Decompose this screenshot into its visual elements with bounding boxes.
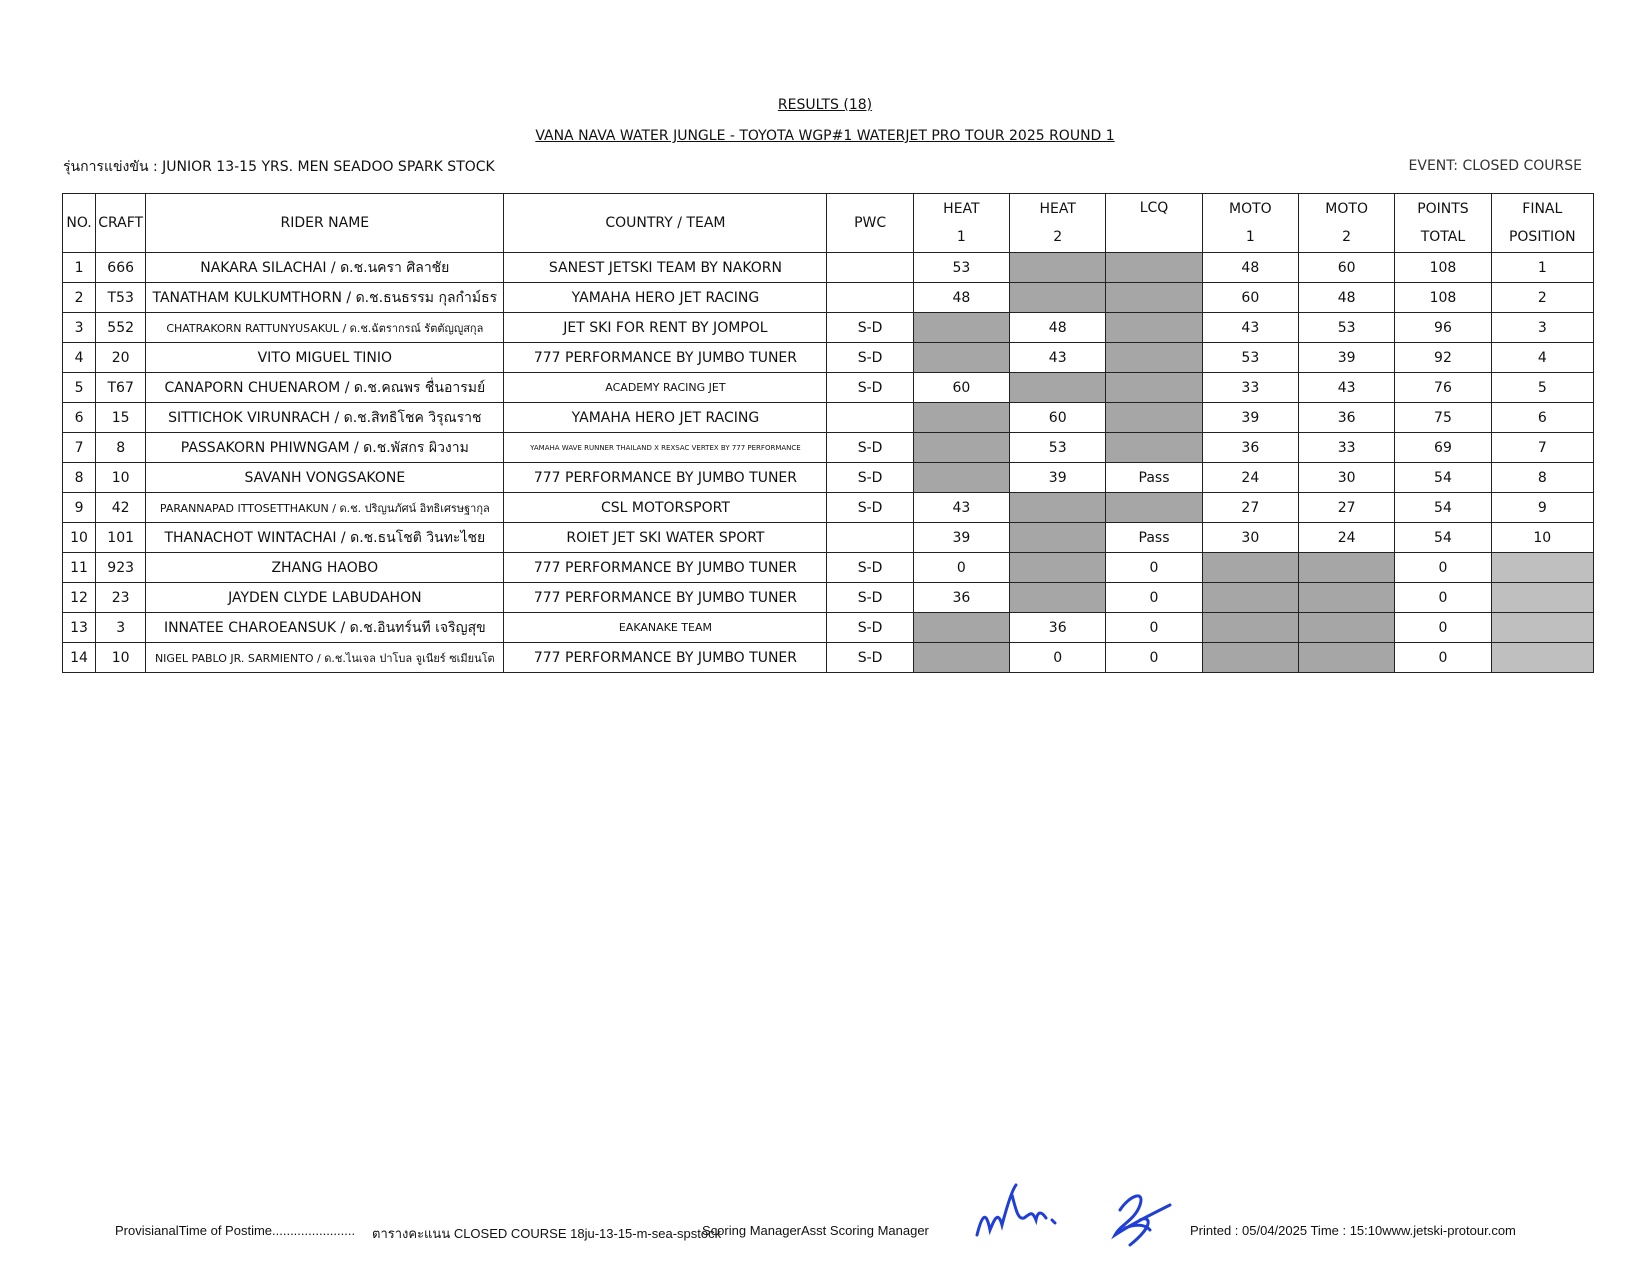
- results-title: RESULTS (18): [777, 97, 873, 113]
- cell-team: 777 PERFORMANCE BY JUMBO TUNER: [504, 463, 827, 493]
- cell-no: 14: [63, 643, 96, 673]
- cell-lcq: Pass: [1106, 523, 1202, 553]
- cell-pwc: [827, 283, 913, 313]
- cell-heat1: [913, 403, 1009, 433]
- cell-final: 5: [1491, 373, 1593, 403]
- cell-no: 1: [63, 253, 96, 283]
- cell-points: 54: [1395, 463, 1491, 493]
- cell-no: 7: [63, 433, 96, 463]
- cell-moto2: [1298, 553, 1394, 583]
- cell-moto1: 36: [1202, 433, 1298, 463]
- table-row: [63, 553, 1594, 583]
- cell-moto2: 24: [1298, 523, 1394, 553]
- col-country: COUNTRY / TEAM: [504, 194, 827, 253]
- cell-moto1: [1202, 613, 1298, 643]
- cell-lcq: [1106, 343, 1202, 373]
- cell-team: ROIET JET SKI WATER SPORT: [504, 523, 827, 553]
- table-row: [63, 343, 1594, 373]
- cell-final: [1491, 613, 1593, 643]
- cell-pwc: [827, 403, 913, 433]
- cell-lcq: [1106, 433, 1202, 463]
- cell-craft: 8: [96, 433, 146, 463]
- cell-heat2: [1010, 283, 1106, 313]
- cell-points: 0: [1395, 553, 1491, 583]
- cell-heat2: [1010, 493, 1106, 523]
- cell-no: 6: [63, 403, 96, 433]
- cell-lcq: [1106, 403, 1202, 433]
- table-row: [63, 523, 1594, 553]
- col-heat1: HEAT 1: [913, 194, 1009, 253]
- cell-no: 10: [63, 523, 96, 553]
- cell-lcq: [1106, 253, 1202, 283]
- cell-moto2: [1298, 613, 1394, 643]
- col-final: FINAL POSITION: [1491, 194, 1593, 253]
- cell-craft: 42: [96, 493, 146, 523]
- cell-moto1: 43: [1202, 313, 1298, 343]
- cell-rider: NIGEL PABLO JR. SARMIENTO / ด.ช.ไนเจล ปาโบล จูเนียร์ ซเมียนโต: [146, 643, 504, 673]
- cell-heat1: [913, 343, 1009, 373]
- footer: [0, 1223, 1650, 1263]
- cell-no: 3: [63, 313, 96, 343]
- cell-moto1: 27: [1202, 493, 1298, 523]
- cell-points: 92: [1395, 343, 1491, 373]
- col-rider: RIDER NAME: [146, 194, 504, 253]
- cell-heat1: [913, 463, 1009, 493]
- cell-rider: SITTICHOK VIRUNRACH / ด.ช.สิทธิโชค วิรุณราช: [146, 403, 504, 433]
- scoring-manager: Scoring ManagerAsst Scoring Manager: [702, 1223, 929, 1238]
- cell-no: 2: [63, 283, 96, 313]
- table-header: [63, 194, 1594, 253]
- cell-pwc: S-D: [827, 433, 913, 463]
- cell-no: 5: [63, 373, 96, 403]
- cell-lcq: [1106, 493, 1202, 523]
- cell-rider: PASSAKORN PHIWNGAM / ด.ช.พัสกร ผิวงาม: [146, 433, 504, 463]
- cell-rider: PARANNAPAD ITTOSETTHAKUN / ด.ช. ปริญนภัศน์ อิทธิเศรษฐากุล: [146, 493, 504, 523]
- cell-heat2: [1010, 523, 1106, 553]
- table-row: [63, 253, 1594, 283]
- cell-points: 69: [1395, 433, 1491, 463]
- printed-info: Printed : 05/04/2025 Time : 15:10www.jetski-protour.com: [1190, 1223, 1516, 1238]
- cell-moto2: 43: [1298, 373, 1394, 403]
- cell-rider: SAVANH VONGSAKONE: [146, 463, 504, 493]
- cell-final: [1491, 643, 1593, 673]
- cell-rider: THANACHOT WINTACHAI / ด.ช.ธนโชติ วินทะไชย: [146, 523, 504, 553]
- col-points: POINTS TOTAL: [1395, 194, 1491, 253]
- cell-pwc: S-D: [827, 553, 913, 583]
- table-row: [63, 433, 1594, 463]
- cell-craft: 101: [96, 523, 146, 553]
- cell-craft: T67: [96, 373, 146, 403]
- cell-heat1: 0: [913, 553, 1009, 583]
- cell-heat2: 39: [1010, 463, 1106, 493]
- cell-moto2: [1298, 583, 1394, 613]
- col-lcq: LCQ: [1106, 194, 1202, 253]
- cell-team: YAMAHA WAVE RUNNER THAILAND X REXSAC VERTEX BY 777 PERFORMANCE: [504, 433, 827, 463]
- division-label: รุ่นการแข่งขัน : JUNIOR 13-15 YRS. MEN SEADOO SPARK STOCK: [63, 159, 495, 175]
- cell-moto2: 48: [1298, 283, 1394, 313]
- cell-heat2: [1010, 553, 1106, 583]
- cell-lcq: 0: [1106, 613, 1202, 643]
- cell-heat2: [1010, 583, 1106, 613]
- col-moto2: MOTO 2: [1298, 194, 1394, 253]
- cell-lcq: Pass: [1106, 463, 1202, 493]
- cell-pwc: S-D: [827, 373, 913, 403]
- cell-pwc: S-D: [827, 613, 913, 643]
- cell-heat2: [1010, 373, 1106, 403]
- provisional-note: ProvisianalTime of Postime.......................: [115, 1223, 356, 1238]
- cell-moto2: 53: [1298, 313, 1394, 343]
- cell-points: 75: [1395, 403, 1491, 433]
- table-row: [63, 463, 1594, 493]
- cell-final: 6: [1491, 403, 1593, 433]
- cell-heat1: 43: [913, 493, 1009, 523]
- event-type: EVENT: CLOSED COURSE: [1408, 158, 1582, 174]
- cell-rider: VITO MIGUEL TINIO: [146, 343, 504, 373]
- cell-team: JET SKI FOR RENT BY JOMPOL: [504, 313, 827, 343]
- cell-pwc: S-D: [827, 583, 913, 613]
- col-moto1: MOTO 1: [1202, 194, 1298, 253]
- signature-scoring-manager: [972, 1180, 1072, 1250]
- table-row: [63, 613, 1594, 643]
- cell-final: 4: [1491, 343, 1593, 373]
- cell-heat2: 0: [1010, 643, 1106, 673]
- cell-final: 10: [1491, 523, 1593, 553]
- cell-heat1: [913, 433, 1009, 463]
- cell-points: 54: [1395, 523, 1491, 553]
- cell-rider: ZHANG HAOBO: [146, 553, 504, 583]
- cell-craft: 666: [96, 253, 146, 283]
- cell-moto1: 24: [1202, 463, 1298, 493]
- table-row: [63, 403, 1594, 433]
- cell-craft: 20: [96, 343, 146, 373]
- cell-lcq: 0: [1106, 643, 1202, 673]
- cell-points: 108: [1395, 253, 1491, 283]
- cell-pwc: [827, 253, 913, 283]
- cell-moto1: 33: [1202, 373, 1298, 403]
- cell-points: 0: [1395, 583, 1491, 613]
- cell-final: [1491, 553, 1593, 583]
- cell-moto2: 39: [1298, 343, 1394, 373]
- cell-final: 7: [1491, 433, 1593, 463]
- cell-heat1: 36: [913, 583, 1009, 613]
- col-heat2: HEAT 2: [1010, 194, 1106, 253]
- cell-points: 0: [1395, 613, 1491, 643]
- cell-rider: NAKARA SILACHAI / ด.ช.นครา ศิลาชัย: [146, 253, 504, 283]
- cell-team: CSL MOTORSPORT: [504, 493, 827, 523]
- cell-moto1: 30: [1202, 523, 1298, 553]
- cell-no: 8: [63, 463, 96, 493]
- table-row: [63, 313, 1594, 343]
- cell-team: SANEST JETSKI TEAM BY NAKORN: [504, 253, 827, 283]
- col-craft: CRAFT: [96, 194, 146, 253]
- cell-heat1: [913, 313, 1009, 343]
- signature-asst-scoring-manager: [1100, 1180, 1180, 1255]
- cell-lcq: [1106, 313, 1202, 343]
- cell-lcq: 0: [1106, 583, 1202, 613]
- cell-final: 9: [1491, 493, 1593, 523]
- cell-final: 2: [1491, 283, 1593, 313]
- cell-rider: JAYDEN CLYDE LABUDAHON: [146, 583, 504, 613]
- cell-points: 108: [1395, 283, 1491, 313]
- cell-moto1: 39: [1202, 403, 1298, 433]
- cell-moto1: [1202, 553, 1298, 583]
- cell-team: YAMAHA HERO JET RACING: [504, 283, 827, 313]
- cell-lcq: [1106, 283, 1202, 313]
- table-row: [63, 583, 1594, 613]
- cell-team: EAKANAKE TEAM: [504, 613, 827, 643]
- cell-points: 96: [1395, 313, 1491, 343]
- cell-pwc: S-D: [827, 343, 913, 373]
- cell-pwc: S-D: [827, 643, 913, 673]
- cell-final: 1: [1491, 253, 1593, 283]
- cell-team: 777 PERFORMANCE BY JUMBO TUNER: [504, 553, 827, 583]
- table-row: [63, 373, 1594, 403]
- cell-no: 11: [63, 553, 96, 583]
- cell-points: 76: [1395, 373, 1491, 403]
- cell-rider: CANAPORN CHUENAROM / ด.ช.คณพร ชื่นอารมย์: [146, 373, 504, 403]
- cell-heat1: [913, 643, 1009, 673]
- cell-craft: 3: [96, 613, 146, 643]
- cell-final: [1491, 583, 1593, 613]
- cell-moto2: 36: [1298, 403, 1394, 433]
- cell-rider: TANATHAM KULKUMTHORN / ด.ช.ธนธรรม กุลกำม์ธร: [146, 283, 504, 313]
- cell-craft: 10: [96, 643, 146, 673]
- cell-no: 12: [63, 583, 96, 613]
- cell-lcq: 0: [1106, 553, 1202, 583]
- cell-heat2: 60: [1010, 403, 1106, 433]
- cell-final: 3: [1491, 313, 1593, 343]
- cell-moto2: 27: [1298, 493, 1394, 523]
- cell-craft: 923: [96, 553, 146, 583]
- cell-pwc: [827, 523, 913, 553]
- cell-heat1: 48: [913, 283, 1009, 313]
- cell-team: 777 PERFORMANCE BY JUMBO TUNER: [504, 343, 827, 373]
- cell-lcq: [1106, 373, 1202, 403]
- cell-moto2: 30: [1298, 463, 1394, 493]
- cell-pwc: S-D: [827, 493, 913, 523]
- cell-heat2: 43: [1010, 343, 1106, 373]
- cell-heat2: 53: [1010, 433, 1106, 463]
- cell-team: YAMAHA HERO JET RACING: [504, 403, 827, 433]
- cell-moto1: [1202, 643, 1298, 673]
- cell-heat2: 36: [1010, 613, 1106, 643]
- cell-pwc: S-D: [827, 463, 913, 493]
- cell-heat2: 48: [1010, 313, 1106, 343]
- col-pwc: PWC: [827, 194, 913, 253]
- cell-heat1: [913, 613, 1009, 643]
- cell-final: 8: [1491, 463, 1593, 493]
- cell-moto1: 48: [1202, 253, 1298, 283]
- cell-pwc: S-D: [827, 313, 913, 343]
- cell-craft: 23: [96, 583, 146, 613]
- cell-heat1: 53: [913, 253, 1009, 283]
- cell-moto1: 53: [1202, 343, 1298, 373]
- cell-rider: CHATRAKORN RATTUNYUSAKUL / ด.ช.ฉัตรากรณ์ รัตตัญญูสกุล: [146, 313, 504, 343]
- table-row: [63, 283, 1594, 313]
- results-table: [62, 193, 1594, 673]
- cell-no: 4: [63, 343, 96, 373]
- table-row: [63, 493, 1594, 523]
- cell-moto1: 60: [1202, 283, 1298, 313]
- cell-craft: T53: [96, 283, 146, 313]
- col-no: NO.: [63, 194, 96, 253]
- cell-no: 13: [63, 613, 96, 643]
- cell-team: 777 PERFORMANCE BY JUMBO TUNER: [504, 583, 827, 613]
- cell-craft: 552: [96, 313, 146, 343]
- cell-points: 0: [1395, 643, 1491, 673]
- cell-moto2: [1298, 643, 1394, 673]
- course-file: ตารางคะแนน CLOSED COURSE 18ju-13-15-m-sea-spstock: [372, 1226, 722, 1241]
- cell-craft: 15: [96, 403, 146, 433]
- cell-moto1: [1202, 583, 1298, 613]
- event-name: VANA NAVA WATER JUNGLE - TOYOTA WGP#1 WATERJET PRO TOUR 2025 ROUND 1: [535, 128, 1115, 144]
- cell-heat1: 39: [913, 523, 1009, 553]
- cell-no: 9: [63, 493, 96, 523]
- cell-moto2: 60: [1298, 253, 1394, 283]
- cell-heat2: [1010, 253, 1106, 283]
- cell-heat1: 60: [913, 373, 1009, 403]
- cell-rider: INNATEE CHAROEANSUK / ด.ช.อินทร์นที เจริญสุข: [146, 613, 504, 643]
- cell-craft: 10: [96, 463, 146, 493]
- cell-points: 54: [1395, 493, 1491, 523]
- table-row: [63, 643, 1594, 673]
- cell-moto2: 33: [1298, 433, 1394, 463]
- cell-team: 777 PERFORMANCE BY JUMBO TUNER: [504, 643, 827, 673]
- cell-team: ACADEMY RACING JET: [504, 373, 827, 403]
